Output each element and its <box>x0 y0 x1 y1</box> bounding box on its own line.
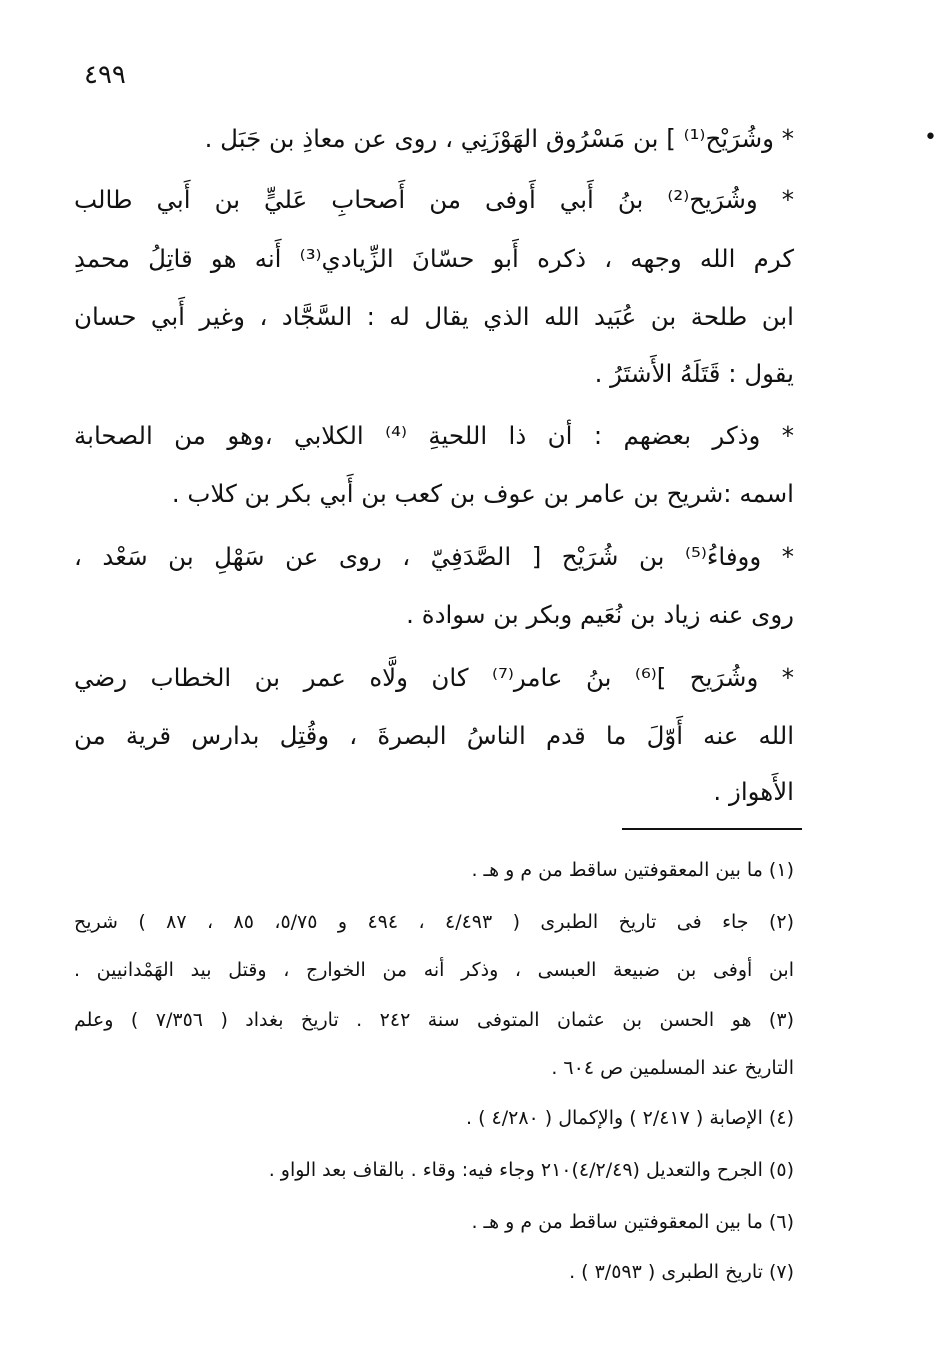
footnote-line: ابن أوفى بن ضبيعة العبسى ، وذكر أنه من الخوارج ، وقتل بيد الهَمْدانيين . <box>74 959 794 981</box>
footnote-line: (٦) ما بين المعقوفتين ساقط من م و هـ . <box>471 1211 794 1233</box>
main-line: * وشُرَيح⁽²⁾ بنُ أَبي أَوفى من أَصحابِ عَليٍّ بن أَبي طالب <box>74 185 794 214</box>
main-line: روى عنه زياد بن نُعَيم وبكر بن سوادة . <box>406 600 794 629</box>
main-line: * وذكر بعضهم : أن ذا اللحيةِ ⁽⁴⁾ الكلابي ،وهو من الصحابة <box>74 421 795 450</box>
page-number: ٤٩٩ <box>84 60 126 90</box>
main-line: ابن طلحة بن عُبَيد الله الذي يقال له : السَّجَّاد ، وغير أَبي حسان <box>74 302 794 331</box>
main-line: * وشُرَيح ]⁽⁶⁾ بنُ عامر⁽⁷⁾ كان ولَّاه عمر بن الخطاب رضي <box>74 663 794 692</box>
margin-mark: • <box>924 125 937 150</box>
main-line: كرم الله وجهه ، ذكره أَبو حسّانَ الزِّيادي⁽³⁾ أَنه هو قاتِلُ محمدِ <box>74 244 794 273</box>
main-line: * وشُرَيْح⁽¹⁾ ] بن مَسْرُوق الهَوْزَنِي ، روى عن معاذِ بن جَبَل . <box>204 124 794 153</box>
footnote-line: التاريخ عند المسلمين ص ٦٠٤ . <box>551 1057 794 1079</box>
main-line: الأَهواز . <box>713 777 794 806</box>
footnote-line: (٧) تاريخ الطبرى ( ٣/٥٩٣ ) . <box>569 1261 794 1283</box>
footnote-line: (٢) جاء فى تاريخ الطبرى ( ٤/٤٩٣ ، ٤٩٤ و ٥/٧٥، ٨٥ ، ٨٧ ) شريح <box>74 911 794 933</box>
footnote-divider <box>622 828 802 830</box>
footnote-line: (٤) الإصابة ( ٢/٤١٧ ) والإكمال ( ٤/٢٨٠ ) . <box>465 1107 794 1129</box>
footnote-line: (١) ما بين المعقوفتين ساقط من م و هـ . <box>471 859 794 881</box>
main-line: يقول : قَتَلَهُ الأَشتَرُ . <box>594 359 794 388</box>
footnote-line: (٣) هو الحسن بن عثمان المتوفى سنة ٢٤٢ . تاريخ بغداد ( ٧/٣٥٦ ) وعلم <box>74 1009 794 1031</box>
main-line: الله عنه أَوّلَ ما قدم الناسُ البصرةَ ، وقُتِل بدارس قرية من <box>74 721 794 750</box>
footnote-line: (٥) الجرح والتعديل (٤/٢/٤٩)٢١٠ وجاء فيه: وقاء . بالقاف بعد الواو . <box>268 1159 794 1181</box>
main-line: اسمه :شريح بن عامر بن عوف بن كعب بن أَبي بكر بن كلاب . <box>171 479 794 508</box>
main-line: * ووفاءُ⁽⁵⁾ بن شُرَيْح [ الصَّدَفِيّ ، روى عن سَهْلِ بن سَعْد ، <box>74 542 794 571</box>
